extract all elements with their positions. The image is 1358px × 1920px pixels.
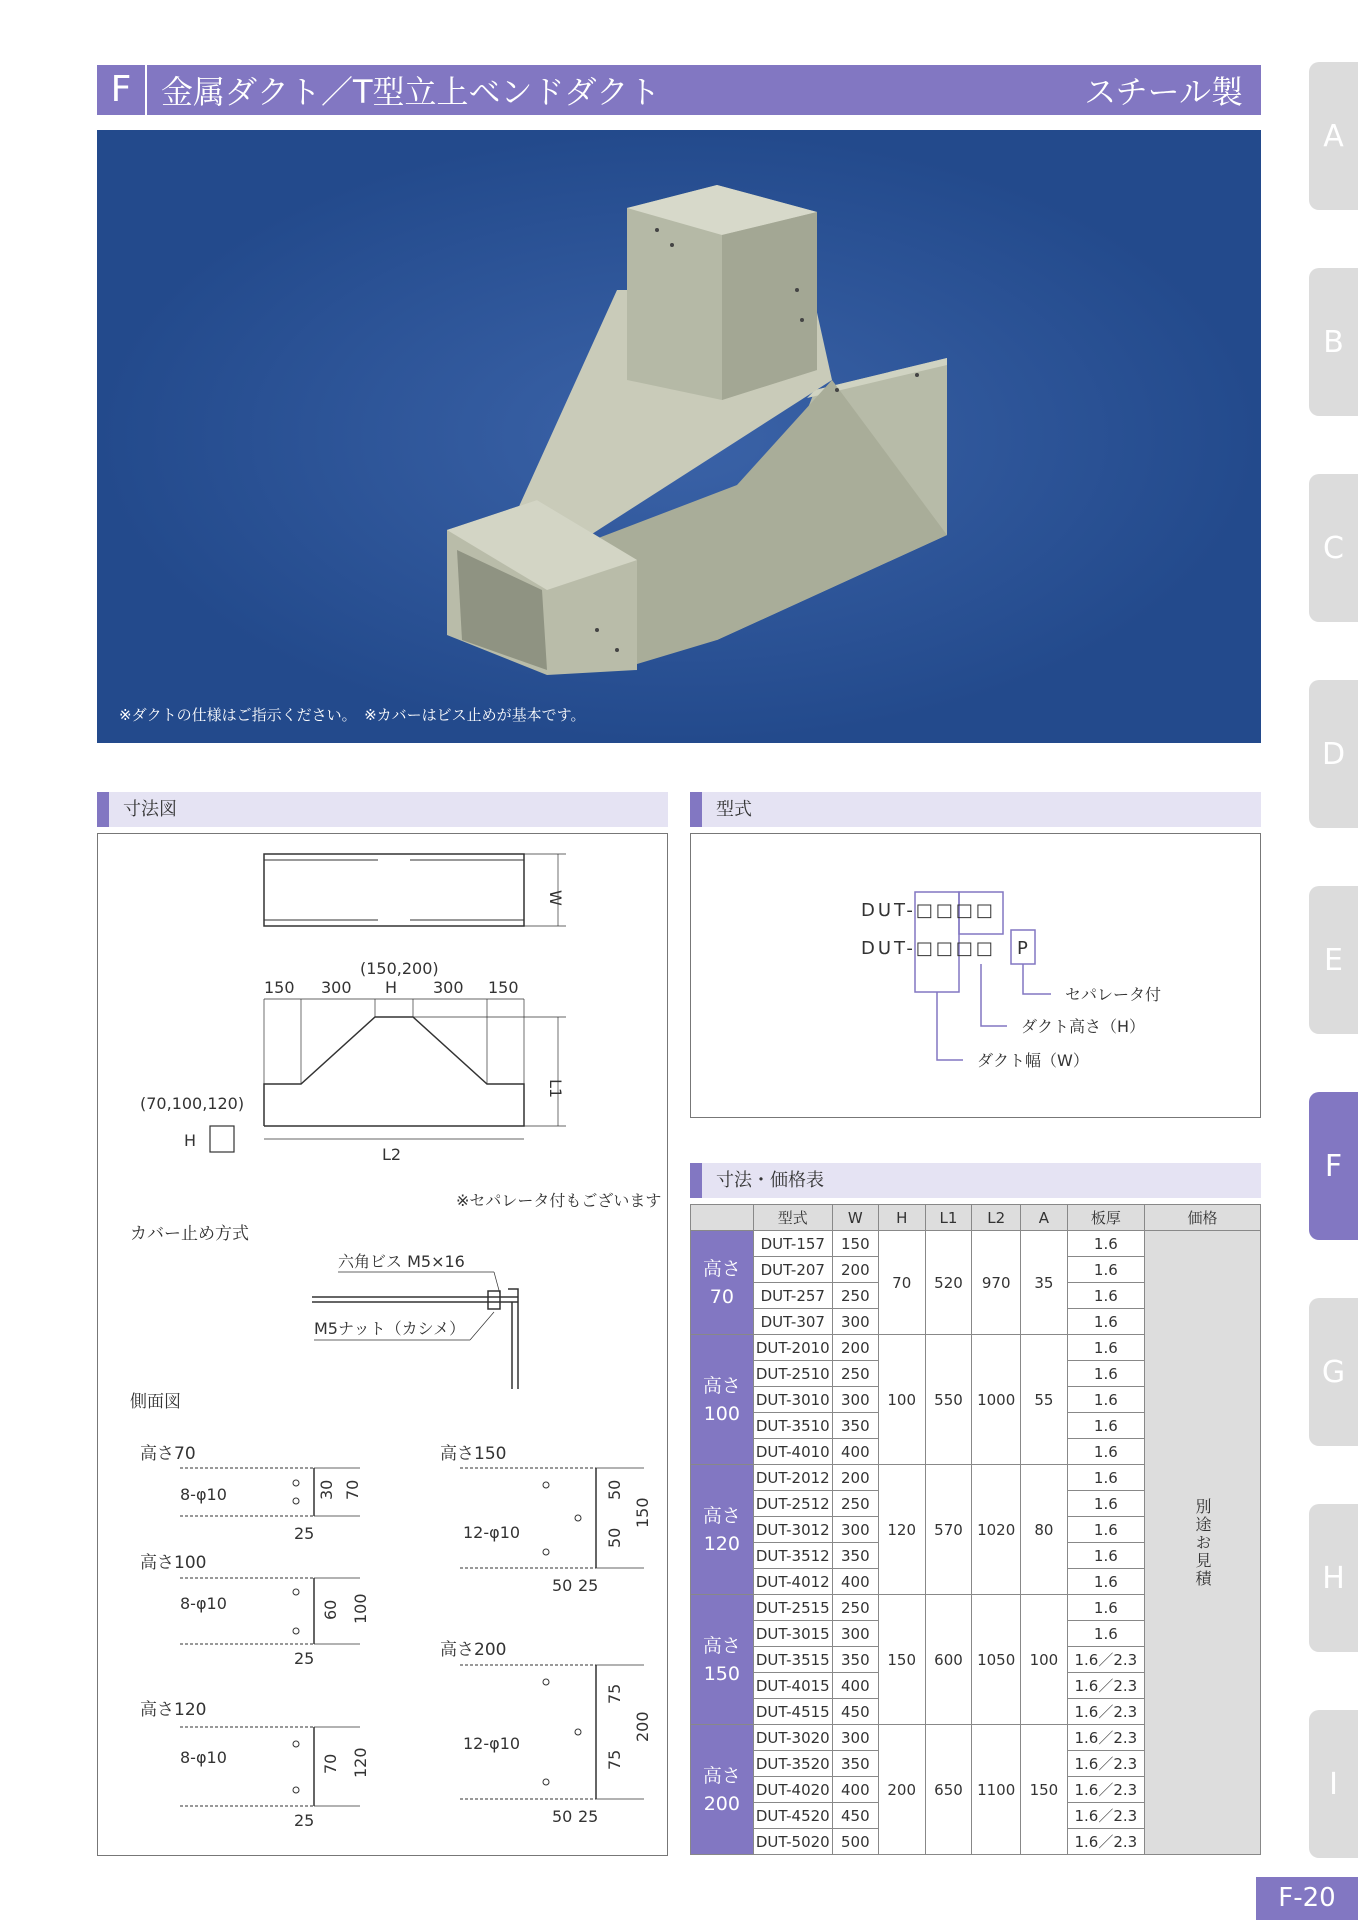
l2-label: L2 (382, 1145, 402, 1164)
cell-a: 55 (1021, 1335, 1068, 1465)
cell-thickness: 1.6 (1067, 1283, 1144, 1309)
svg-text:8-φ10: 8-φ10 (180, 1748, 227, 1767)
cell-w: 200 (832, 1335, 878, 1361)
cell-model: DUT-4520 (753, 1803, 832, 1829)
cover-title: カバー止め方式 (130, 1224, 249, 1244)
page-title: 金属ダクト／T型立上ベンドダクト (161, 73, 661, 111)
cell-a: 150 (1021, 1725, 1068, 1855)
dim-150-left: 150 (264, 978, 295, 997)
group-label-line2: 200 (703, 1792, 740, 1815)
cell-w: 250 (832, 1361, 878, 1387)
cell-model: DUT-257 (753, 1283, 832, 1309)
cell-w: 400 (832, 1673, 878, 1699)
group-label-line2: 100 (703, 1402, 740, 1425)
svg-text:50: 50 (552, 1576, 573, 1595)
side-view-200 (440, 1640, 652, 1826)
model-sep-label: セパレータ付 (1065, 985, 1162, 1004)
cell-w: 300 (832, 1309, 878, 1335)
cell-w: 400 (832, 1569, 878, 1595)
model-code-p: P (1017, 938, 1028, 959)
cell-model: DUT-4515 (753, 1699, 832, 1725)
h-range-label: (150,200) (360, 959, 439, 978)
cell-l1: 650 (925, 1725, 972, 1855)
dim-h: H (385, 978, 398, 997)
cell-h: 200 (878, 1725, 925, 1855)
cell-model: DUT-3010 (753, 1387, 832, 1413)
cell-model: DUT-3012 (753, 1517, 832, 1543)
cell-model: DUT-4015 (753, 1673, 832, 1699)
th-price: 価格 (1144, 1205, 1260, 1231)
svg-text:25: 25 (578, 1807, 599, 1826)
cell-thickness: 1.6 (1067, 1517, 1144, 1543)
svg-text:120: 120 (351, 1747, 370, 1778)
cell-price: 別途お見積 (1144, 1231, 1260, 1855)
model-code-line2: DUT-□□□□ (861, 938, 996, 959)
product-photo (97, 130, 1261, 743)
cell-w: 350 (832, 1543, 878, 1569)
group-label-line1: 高さ (702, 1634, 741, 1657)
cell-w: 500 (832, 1829, 878, 1855)
th-thickness: 板厚 (1067, 1205, 1144, 1231)
side-view-70 (140, 1444, 362, 1543)
cell-w: 300 (832, 1725, 878, 1751)
th-model: 型式 (753, 1205, 832, 1231)
dim-150-right: 150 (488, 978, 519, 997)
cell-l2: 1050 (972, 1595, 1021, 1725)
photo-note: ※ダクトの仕様はご指示ください。 ※カバーはビス止めが基本です。 (119, 706, 586, 724)
cell-thickness: 1.6 (1067, 1543, 1144, 1569)
cell-thickness: 1.6 (1067, 1231, 1144, 1257)
cell-thickness: 1.6 (1067, 1491, 1144, 1517)
h-side-range: (70,100,120) (140, 1094, 245, 1113)
group-label (691, 1335, 754, 1465)
cell-model: DUT-3515 (753, 1647, 832, 1673)
cell-l2: 1000 (972, 1335, 1021, 1465)
cell-a: 35 (1021, 1231, 1068, 1335)
cell-thickness: 1.6 (1067, 1387, 1144, 1413)
cell-model: DUT-4020 (753, 1777, 832, 1803)
svg-text:75: 75 (605, 1683, 624, 1704)
material-label: スチール製 (1084, 73, 1243, 111)
cell-a: 80 (1021, 1465, 1068, 1595)
svg-text:60: 60 (321, 1599, 340, 1620)
th-l2: L2 (972, 1205, 1021, 1231)
group-label-line1: 高さ (702, 1374, 741, 1397)
l1-label: L1 (546, 1079, 565, 1099)
dimension-drawing-panel (97, 833, 668, 1856)
cell-l1: 550 (925, 1335, 972, 1465)
cell-thickness: 1.6 (1067, 1569, 1144, 1595)
svg-text:75: 75 (605, 1749, 624, 1770)
group-label-line2: 150 (703, 1662, 740, 1685)
cell-model: DUT-4012 (753, 1569, 832, 1595)
cell-h: 150 (878, 1595, 925, 1725)
group-label (691, 1595, 754, 1725)
cell-w: 400 (832, 1777, 878, 1803)
cell-w: 300 (832, 1387, 878, 1413)
group-label (691, 1231, 754, 1335)
cell-model: DUT-2010 (753, 1335, 832, 1361)
page-header (97, 65, 1261, 115)
cell-w: 200 (832, 1465, 878, 1491)
svg-text:高さ70: 高さ70 (140, 1444, 196, 1464)
group-label (691, 1725, 754, 1855)
cell-l1: 600 (925, 1595, 972, 1725)
svg-text:高さ100: 高さ100 (140, 1553, 207, 1573)
cell-w: 250 (832, 1283, 878, 1309)
cell-w: 350 (832, 1751, 878, 1777)
tab-e[interactable]: E (1309, 886, 1358, 1034)
group-label-line2: 120 (703, 1532, 740, 1555)
side-view-120 (140, 1700, 370, 1830)
separator-note: ※セパレータ付もございます (456, 1191, 662, 1210)
svg-text:100: 100 (351, 1593, 370, 1624)
cell-thickness: 1.6 (1067, 1595, 1144, 1621)
model-code-panel (690, 833, 1261, 1118)
svg-text:50: 50 (605, 1527, 624, 1548)
cell-model: DUT-3512 (753, 1543, 832, 1569)
side-view-150 (440, 1444, 652, 1595)
cell-thickness: 1.6／2.3 (1067, 1777, 1144, 1803)
cell-thickness: 1.6／2.3 (1067, 1725, 1144, 1751)
svg-text:30: 30 (317, 1479, 336, 1500)
cell-thickness: 1.6／2.3 (1067, 1647, 1144, 1673)
svg-text:高さ150: 高さ150 (440, 1444, 507, 1464)
nut-label: M5ナット（カシメ） (314, 1319, 466, 1338)
table-header-row (691, 1205, 1261, 1231)
cell-thickness: 1.6 (1067, 1413, 1144, 1439)
svg-text:高さ120: 高さ120 (140, 1700, 207, 1720)
section-table-header: 寸法・価格表 (690, 1163, 1261, 1198)
model-height-label: ダクト高さ（H） (1021, 1017, 1146, 1036)
table-row (691, 1231, 1261, 1257)
model-code-diagram (691, 834, 1260, 1117)
cell-thickness: 1.6 (1067, 1361, 1144, 1387)
svg-text:70: 70 (321, 1753, 340, 1774)
cell-model: DUT-3015 (753, 1621, 832, 1647)
dimension-price-table (690, 1204, 1261, 1855)
section-letter: F (97, 65, 147, 115)
model-code-line1: DUT-□□□□ (861, 900, 996, 921)
svg-text:12-φ10: 12-φ10 (463, 1523, 521, 1542)
cell-l2: 1100 (972, 1725, 1021, 1855)
th-w: W (832, 1205, 878, 1231)
tab-f[interactable]: F (1309, 1092, 1358, 1240)
svg-text:25: 25 (294, 1524, 315, 1543)
svg-text:25: 25 (578, 1576, 599, 1595)
dimension-drawing (98, 834, 667, 1855)
side-view-title: 側面図 (130, 1392, 181, 1412)
cell-l2: 970 (972, 1231, 1021, 1335)
dim-300-right: 300 (433, 978, 464, 997)
th-l1: L1 (925, 1205, 972, 1231)
group-label-line1: 高さ (702, 1257, 741, 1280)
cell-w: 150 (832, 1231, 878, 1257)
tab-d[interactable]: D (1309, 680, 1358, 828)
tab-g[interactable]: G (1309, 1298, 1358, 1446)
tab-h[interactable]: H (1309, 1504, 1358, 1652)
cell-l1: 520 (925, 1231, 972, 1335)
group-label (691, 1465, 754, 1595)
duct-illustration (97, 130, 1261, 743)
cell-h: 120 (878, 1465, 925, 1595)
cell-thickness: 1.6／2.3 (1067, 1803, 1144, 1829)
cell-model: DUT-4010 (753, 1439, 832, 1465)
cell-w: 250 (832, 1491, 878, 1517)
svg-text:8-φ10: 8-φ10 (180, 1594, 227, 1613)
dim-300-left: 300 (321, 978, 352, 997)
cell-thickness: 1.6 (1067, 1257, 1144, 1283)
th-a: A (1021, 1205, 1068, 1231)
side-view-100 (140, 1553, 370, 1668)
cell-model: DUT-5020 (753, 1829, 832, 1855)
page-number: F-20 (1256, 1877, 1358, 1920)
cell-w: 200 (832, 1257, 878, 1283)
tab-i[interactable]: I (1309, 1710, 1358, 1858)
cell-model: DUT-2510 (753, 1361, 832, 1387)
model-width-label: ダクト幅（W） (977, 1051, 1089, 1070)
cell-model: DUT-157 (753, 1231, 832, 1257)
cell-l1: 570 (925, 1465, 972, 1595)
cell-a: 100 (1021, 1595, 1068, 1725)
cell-thickness: 1.6 (1067, 1621, 1144, 1647)
svg-text:50: 50 (552, 1807, 573, 1826)
svg-text:高さ200: 高さ200 (440, 1640, 507, 1660)
section-model-header: 型式 (690, 792, 1261, 827)
section-dim-header: 寸法図 (97, 792, 668, 827)
tab-b[interactable]: B (1309, 268, 1358, 416)
cell-thickness: 1.6 (1067, 1439, 1144, 1465)
cell-w: 300 (832, 1517, 878, 1543)
cell-model: DUT-3520 (753, 1751, 832, 1777)
th-h: H (878, 1205, 925, 1231)
cell-w: 350 (832, 1647, 878, 1673)
cell-w: 300 (832, 1621, 878, 1647)
cell-h: 70 (878, 1231, 925, 1335)
cell-thickness: 1.6／2.3 (1067, 1751, 1144, 1777)
cell-model: DUT-2515 (753, 1595, 832, 1621)
svg-text:12-φ10: 12-φ10 (463, 1734, 521, 1753)
cell-w: 250 (832, 1595, 878, 1621)
cell-model: DUT-2512 (753, 1491, 832, 1517)
cell-model: DUT-207 (753, 1257, 832, 1283)
cell-model: DUT-3510 (753, 1413, 832, 1439)
w-label: W (546, 890, 565, 906)
svg-text:25: 25 (294, 1811, 315, 1830)
cell-l2: 1020 (972, 1465, 1021, 1595)
bolt-label: 六角ビス M5×16 (338, 1252, 465, 1271)
cell-h: 100 (878, 1335, 925, 1465)
group-label-line2: 70 (709, 1285, 734, 1308)
group-label-line1: 高さ (702, 1764, 741, 1787)
th-group (691, 1205, 754, 1231)
cell-w: 450 (832, 1803, 878, 1829)
cell-thickness: 1.6／2.3 (1067, 1699, 1144, 1725)
cell-thickness: 1.6 (1067, 1309, 1144, 1335)
svg-text:150: 150 (633, 1497, 652, 1528)
cell-model: DUT-2012 (753, 1465, 832, 1491)
cell-thickness: 1.6 (1067, 1465, 1144, 1491)
tab-a[interactable]: A (1309, 62, 1358, 210)
cell-thickness: 1.6 (1067, 1335, 1144, 1361)
cell-model: DUT-307 (753, 1309, 832, 1335)
cell-w: 400 (832, 1439, 878, 1465)
h-side-label: H (184, 1131, 197, 1150)
cell-thickness: 1.6／2.3 (1067, 1673, 1144, 1699)
group-label-line1: 高さ (702, 1504, 741, 1527)
cell-model: DUT-3020 (753, 1725, 832, 1751)
cell-w: 350 (832, 1413, 878, 1439)
tab-c[interactable]: C (1309, 474, 1358, 622)
svg-text:70: 70 (343, 1479, 362, 1500)
svg-text:50: 50 (605, 1479, 624, 1500)
svg-text:8-φ10: 8-φ10 (180, 1485, 227, 1504)
cell-w: 450 (832, 1699, 878, 1725)
svg-text:25: 25 (294, 1649, 315, 1668)
svg-text:200: 200 (633, 1711, 652, 1742)
cell-thickness: 1.6／2.3 (1067, 1829, 1144, 1855)
